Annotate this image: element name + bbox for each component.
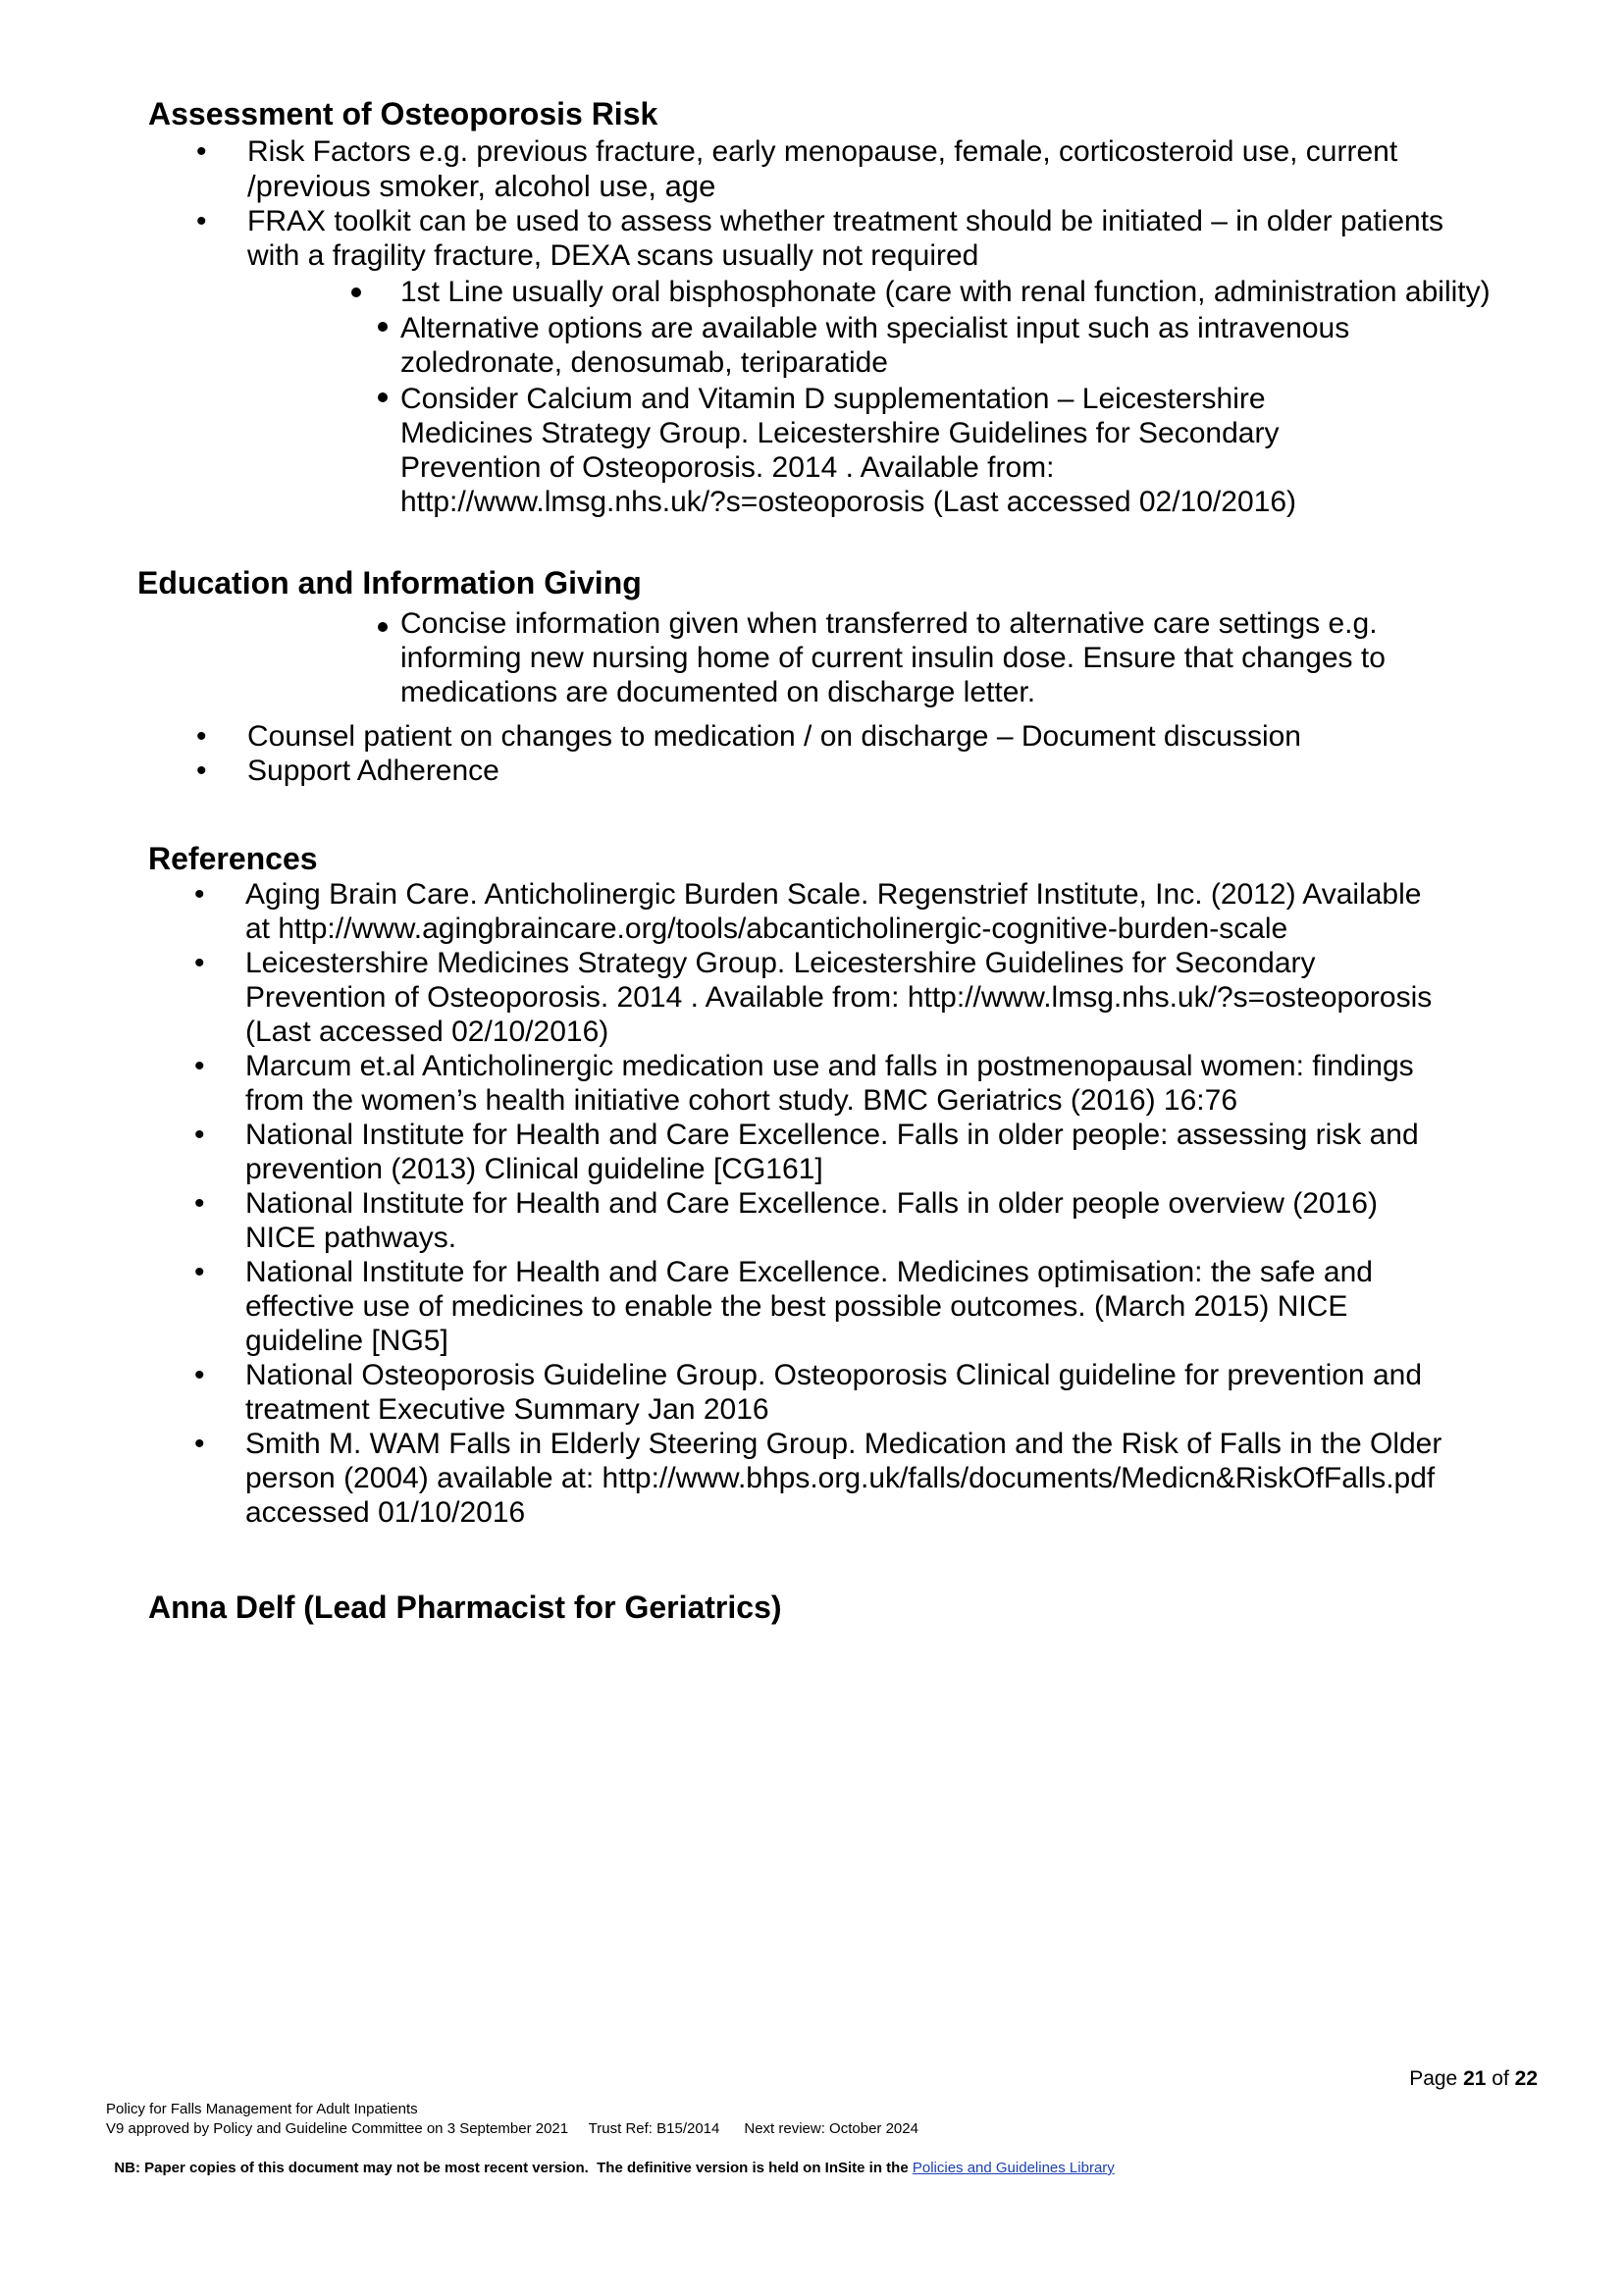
osteo-bullet-2-line-1: FRAX toolkit can be used to assess whether treatment should be initiated – in older patients xyxy=(247,205,1444,237)
reference-line: Marcum et.al Anticholinergic medication use and falls in postmenopausal women: findings xyxy=(245,1050,1414,1082)
page-total: 22 xyxy=(1514,2067,1538,2090)
footer-approval-line: V9 approved by Policy and Guideline Committee on 3 September 2021 Trust Ref: B15/2014 Next review: October 2024 xyxy=(106,2120,918,2137)
reference-line: Prevention of Osteoporosis. 2014 . Available from: http://www.lmsg.nhs.uk/?s=osteoporosis xyxy=(245,981,1433,1014)
footer-disclaimer xyxy=(106,2139,1115,2178)
bullet-marker: • xyxy=(194,1359,205,1391)
author-signature: Anna Delf (Lead Pharmacist for Geriatrics) xyxy=(148,1590,782,1625)
footer-disclaimer-text: NB: Paper copies of this document may not be most recent version. The definitive version is held on InSite in the xyxy=(114,2160,913,2176)
edu-bullet-2: Support Adherence xyxy=(247,755,499,787)
reference-item xyxy=(194,1427,1521,1530)
osteo-bullet-2-line-2: with a fragility fracture, DEXA scans usually not required xyxy=(247,239,979,272)
reference-line: National Osteoporosis Guideline Group. Osteoporosis Clinical guideline for prevention and xyxy=(245,1359,1423,1391)
reference-line: National Institute for Health and Care Excellence. Falls in older people: assessing risk and xyxy=(245,1119,1419,1151)
policies-library-link[interactable]: Policies and Guidelines Library xyxy=(912,2160,1115,2176)
bullet-marker: • xyxy=(194,1256,205,1288)
reference-item xyxy=(194,1118,1521,1186)
reference-item xyxy=(194,877,1521,946)
bullet-marker: • xyxy=(196,205,207,237)
bullet-marker: • xyxy=(194,1428,205,1460)
reference-line: treatment Executive Summary Jan 2016 xyxy=(245,1393,769,1426)
reference-item xyxy=(194,1255,1521,1358)
reference-line: National Institute for Health and Care Excellence. Medicines optimisation: the safe and xyxy=(245,1256,1373,1288)
sub-bullet-dot xyxy=(378,322,388,332)
page-label: Page xyxy=(1409,2067,1458,2090)
osteo-sub-3-line-1: Consider Calcium and Vitamin D supplementation – Leicestershire xyxy=(400,383,1266,415)
reference-line: accessed 01/10/2016 xyxy=(245,1496,526,1529)
sub-bullet-dot xyxy=(378,392,388,402)
reference-item xyxy=(194,1358,1521,1427)
reference-item xyxy=(194,1049,1521,1118)
osteo-bullet-1-line-1: Risk Factors e.g. previous fracture, early menopause, female, corticosteroid use, current xyxy=(247,135,1398,168)
edu-sub-line-2: informing new nursing home of current insulin dose. Ensure that changes to xyxy=(400,642,1386,674)
bullet-marker: • xyxy=(194,1187,205,1220)
heading-osteoporosis: Assessment of Osteoporosis Risk xyxy=(148,96,658,131)
reference-line: (Last accessed 02/10/2016) xyxy=(245,1016,609,1048)
bullet-marker: • xyxy=(196,720,207,753)
footer-policy-title: Policy for Falls Management for Adult Inpatients xyxy=(106,2101,418,2117)
reference-line: from the women’s health initiative cohort study. BMC Geriatrics (2016) 16:76 xyxy=(245,1084,1238,1117)
bullet-marker: • xyxy=(196,135,207,168)
bullet-marker: • xyxy=(194,1119,205,1151)
reference-line: person (2004) available at: http://www.bhps.org.uk/falls/documents/Medicn&RiskOfFalls.pdf xyxy=(245,1462,1436,1494)
heading-education: Education and Information Giving xyxy=(137,565,642,600)
page-of: of xyxy=(1492,2067,1509,2090)
edu-sub-line-1: Concise information given when transferred to alternative care settings e.g. xyxy=(400,607,1378,640)
page-number xyxy=(1409,2067,1538,2091)
sub-bullet-dot xyxy=(378,622,388,632)
osteo-bullet-1-line-2: /previous smoker, alcohol use, age xyxy=(247,169,716,203)
reference-line: Leicestershire Medicines Strategy Group. Leicestershire Guidelines for Secondary xyxy=(245,947,1316,979)
reference-line: effective use of medicines to enable the best possible outcomes. (March 2015) NICE xyxy=(245,1290,1348,1323)
reference-line: NICE pathways. xyxy=(245,1222,457,1254)
osteo-sub-2-line-2: zoledronate, denosumab, teriparatide xyxy=(400,346,888,379)
heading-references: References xyxy=(148,841,318,876)
osteo-sub-3-line-3: Prevention of Osteoporosis. 2014 . Available from: xyxy=(400,451,1055,484)
reference-line: prevention (2013) Clinical guideline [CG161] xyxy=(245,1153,823,1185)
edu-bullet-1: Counsel patient on changes to medication / on discharge – Document discussion xyxy=(247,720,1301,753)
reference-line: National Institute for Health and Care Excellence. Falls in older people overview (2016) xyxy=(245,1187,1378,1220)
sub-bullet-dot xyxy=(351,287,361,297)
osteo-sub-1-line-1: 1st Line usually oral bisphosphonate (care with renal function, administration ability) xyxy=(400,276,1491,308)
osteo-sub-3-line-4: http://www.lmsg.nhs.uk/?s=osteoporosis (Last accessed 02/10/2016) xyxy=(400,486,1296,518)
reference-item xyxy=(194,1186,1521,1255)
bullet-marker: • xyxy=(194,947,205,979)
bullet-marker: • xyxy=(194,878,205,911)
reference-line: at http://www.agingbraincare.org/tools/abcanticholinergic-cognitive-burden-scale xyxy=(245,913,1288,945)
reference-line: Aging Brain Care. Anticholinergic Burden Scale. Regenstrief Institute, Inc. (2012) Available xyxy=(245,878,1422,911)
reference-item xyxy=(194,946,1521,1049)
reference-line: Smith M. WAM Falls in Elderly Steering Group. Medication and the Risk of Falls in the Older xyxy=(245,1428,1442,1460)
bullet-marker: • xyxy=(194,1050,205,1082)
bullet-marker: • xyxy=(196,755,207,787)
edu-sub-line-3: medications are documented on discharge letter. xyxy=(400,676,1036,708)
osteo-sub-3-line-2: Medicines Strategy Group. Leicestershire Guidelines for Secondary xyxy=(400,417,1280,449)
reference-line: guideline [NG5] xyxy=(245,1325,448,1357)
osteo-sub-2-line-1: Alternative options are available with specialist input such as intravenous xyxy=(400,312,1350,344)
references-list xyxy=(194,877,1521,1530)
page-current: 21 xyxy=(1463,2067,1487,2090)
